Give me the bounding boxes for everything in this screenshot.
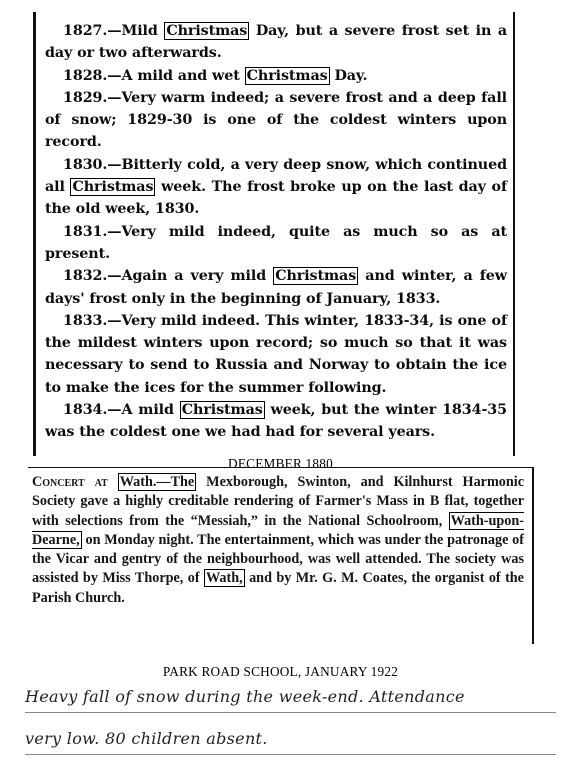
entry-1828: 1828.—A mild and wet Christmas Day. — [63, 67, 368, 84]
entry-1834: 1834.—A mild Christmas week, but the winter 1834-35 was the coldest one we had had for several years. — [45, 402, 507, 441]
logbook-line-1: Heavy fall of snow during the week-end. Attendance — [25, 687, 465, 706]
newspaper-clipping-christmas-weather — [33, 10, 515, 456]
caption-park-road-school: PARK ROAD SCHOOL, JANUARY 1922 — [162, 664, 399, 679]
highlight-christmas: Christmas — [166, 23, 248, 39]
ruled-line — [25, 754, 556, 755]
highlight-wath: Wath, — [206, 570, 243, 587]
school-logbook-entry — [25, 685, 556, 765]
ruled-line — [25, 712, 556, 713]
clipping-text — [45, 20, 507, 444]
entry-1833: 1833.—Very mild indeed. This winter, 1833-34, is one of the mildest winters upon record; so much so that it was necessary to send to Russia and Norway to obtain the ice to make the ices for the summer following. — [45, 312, 507, 396]
highlight-wath: Wath.—The — [119, 474, 195, 490]
concert-report: Concert at Wath.—The Mexborough, Swinton, and Kilnhurst Harmonic Society gave a highly creditable rendering of Farmer's Mass in B flat, together with selections from the “Messiah,” in the National Schoolroom, Wath-upon-Dearne, on Monday night. The entertainment, which was under the patronage of the Vicar and gentry of the neighbourhood, was well attended. The society was assisted by Miss Thorpe, of Wath, and by Mr. G. M. Coates, the organist of the Parish Church. — [32, 474, 524, 606]
entry-1827: 1827.—Mild Christmas Day, but a severe frost set in a day or two afterwards. — [45, 23, 507, 62]
highlight-christmas: Christmas — [275, 268, 357, 285]
entry-1830: 1830.—Bitterly cold, a very deep snow, which continued all Christmas week. The frost broke up on the last day of the old week, 1830. — [45, 156, 507, 218]
entry-1831: 1831.—Very mild indeed, quite as much so as at present. — [45, 223, 507, 262]
entry-1829: 1829.—Very warm indeed; a severe frost and a deep fall of snow; 1829-30 is one of the coldest winters upon record. — [45, 89, 507, 151]
logbook-line-2: very low. 80 children absent. — [25, 729, 268, 748]
highlight-christmas: Christmas — [181, 402, 263, 419]
entry-1832: 1832.—Again a very mild Christmas and winter, a few days' frost only in the beginning of January, 1833. — [45, 268, 508, 307]
clipping-text — [32, 473, 524, 608]
column-rule-left — [33, 12, 36, 456]
newspaper-clipping-concert — [28, 467, 534, 644]
article-lead: Concert at — [32, 474, 108, 490]
highlight-christmas: Christmas — [246, 67, 328, 84]
highlight-wath-upon-dearne: Wath-upon-Dearne, — [32, 512, 524, 548]
highlight-christmas: Christmas — [72, 179, 154, 196]
caption-december-1880: DECEMBER 1880 — [228, 456, 333, 471]
column-rule-right — [513, 12, 515, 456]
